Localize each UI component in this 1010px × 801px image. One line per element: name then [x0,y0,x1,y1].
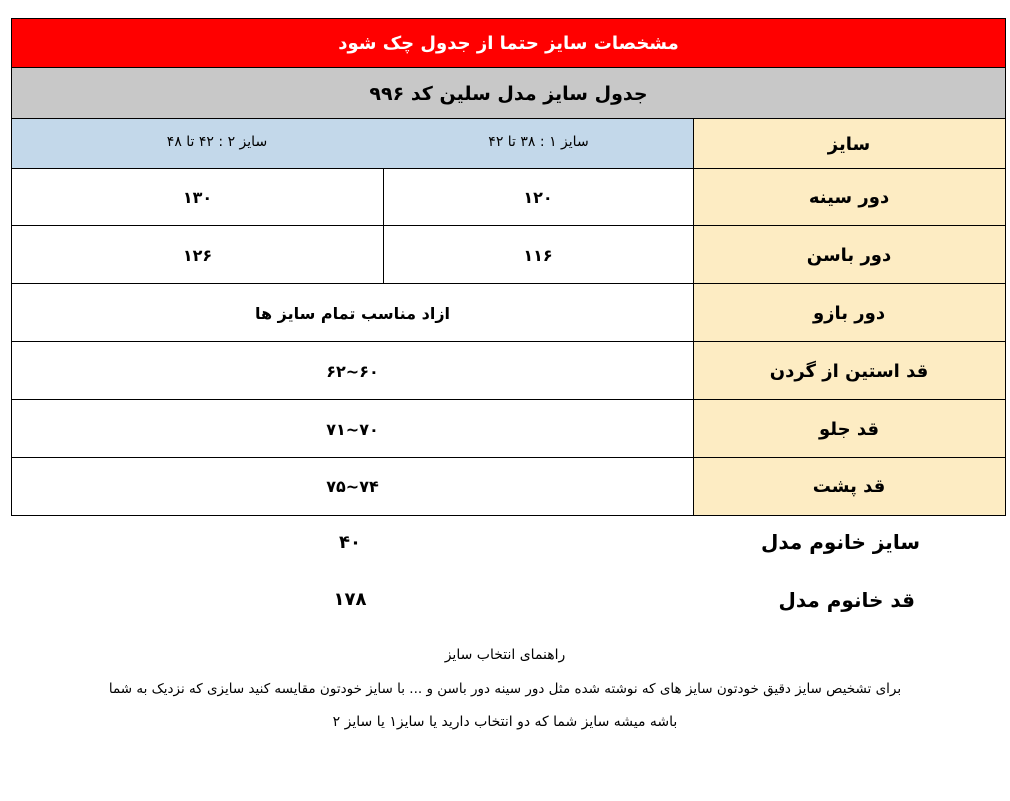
row-label-sleeve [692,341,1006,401]
cell-value: ۷۴~۷۵ [326,477,379,496]
row-label-hip [692,225,1006,285]
cell-value: ۱۱۶ [523,245,553,265]
row-value-arm [11,283,694,343]
row-label: دور سینه [808,187,890,208]
model-height-label: قد خانوم مدل [778,588,915,612]
size2-header: سایز ۲ : ۴۲ تا ۴۸ [166,134,268,150]
model-height-value: ۱۷۸ [333,589,367,610]
row-value-sleeve [11,341,694,401]
size1-header: سایز ۱ : ۳۸ تا ۴۲ [488,134,589,150]
cell-value: ازاد مناسب تمام سایز ها [254,303,451,323]
table-title-text: جدول سایز مدل سلین کد ۹۹۶ [369,82,648,105]
model-size-value: ۴۰ [339,532,361,553]
header-label: سایز [827,133,871,155]
table-title [11,67,1006,120]
row-value-chest-size1 [382,168,694,227]
row-value-chest-size2 [11,168,384,227]
cell-value: ۱۳۰ [182,188,213,207]
size-guide-line1: برای تشخیص سایز دقیق خودتون سایز های که نوشته شده مثل دور سینه دور باسن و ... با سایز خودتون مقایسه کنید سایزی که نزدیک به شما [108,681,902,697]
size-guide-title: راهنمای انتخاب سایز [444,647,566,663]
row-label: دور بازو [812,302,886,324]
header-label-cell [692,118,1006,170]
row-label-back [692,457,1006,516]
row-label: قد استین از گردن [769,360,929,382]
cell-value: ۷۰~۷۱ [326,419,379,439]
size-header-cell [11,118,694,170]
cell-value: ۶۰~۶۲ [326,361,379,381]
size-guide-line2: باشه میشه سایز شما که دو انتخاب دارید یا سایز۱ یا سایز ۲ [332,714,678,730]
row-label-front [692,399,1006,459]
row-label: قد جلو [818,418,880,440]
row-label-arm [692,283,1006,343]
cell-value: ۱۲۶ [182,245,213,265]
row-label: دور باسن [806,244,892,266]
row-label: قد پشت [812,476,886,497]
cell-value: ۱۲۰ [523,188,553,207]
banner-title-text: مشخصات سایز حتما از جدول چک شود [338,33,679,54]
row-value-back [11,457,694,516]
row-value-hip-size1 [382,225,694,285]
row-value-front [11,399,694,459]
model-size-label: سایز خانوم مدل [761,530,920,554]
row-value-hip-size2 [11,225,384,285]
banner-title [11,18,1006,69]
row-label-chest [692,168,1006,227]
